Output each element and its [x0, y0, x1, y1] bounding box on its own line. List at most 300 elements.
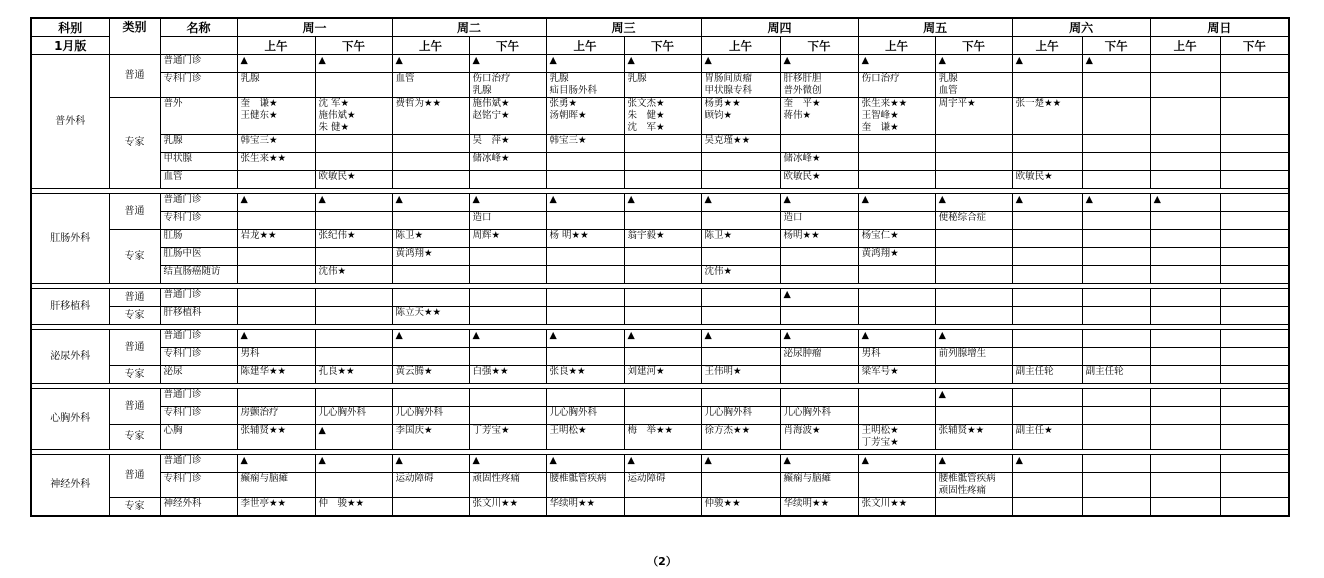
schedule-cell: 副主任轮 [1082, 366, 1150, 384]
schedule-cell: 奎 谦★ 王健东★ [237, 98, 315, 135]
schedule-cell [1082, 389, 1150, 407]
schedule-cell [701, 248, 780, 266]
schedule-cell [858, 212, 935, 230]
am-header: 上午 [701, 37, 780, 55]
schedule-cell: ▲ [392, 55, 469, 73]
schedule-cell [1150, 473, 1220, 498]
schedule-cell [624, 135, 701, 153]
schedule-cell [237, 266, 315, 284]
schedule-cell: ▲ [701, 330, 780, 348]
schedule-cell [1220, 73, 1289, 98]
am-header: 上午 [546, 37, 624, 55]
schedule-cell [315, 307, 392, 325]
am-header: 上午 [1012, 37, 1082, 55]
table-row [31, 212, 1289, 230]
schedule-cell [392, 153, 469, 171]
schedule-cell: 沈伟★ [701, 266, 780, 284]
schedule-cell [780, 266, 858, 284]
schedule-cell: 运动障碍 [392, 473, 469, 498]
clinic-name-cell: 普通门诊 [160, 55, 237, 73]
schedule-cell [1220, 498, 1289, 517]
schedule-cell [780, 307, 858, 325]
schedule-cell: ▲ [935, 55, 1012, 73]
schedule-cell [1082, 98, 1150, 135]
schedule-cell [1220, 366, 1289, 384]
schedule-cell: ▲ [315, 194, 392, 212]
schedule-cell [546, 389, 624, 407]
schedule-cell [1150, 455, 1220, 473]
schedule-cell [546, 171, 624, 189]
table-row [31, 230, 1289, 248]
schedule-cell: 翁宇毅★ [624, 230, 701, 248]
schedule-cell: 乳腺 血管 [935, 73, 1012, 98]
clinic-type-cell: 专家 [109, 366, 160, 384]
schedule-cell [624, 407, 701, 425]
schedule-cell: 乳腺 [237, 73, 315, 98]
schedule-cell: ▲ [858, 194, 935, 212]
schedule-cell: 储冰峰★ [780, 153, 858, 171]
schedule-cell [624, 266, 701, 284]
schedule-cell [1220, 194, 1289, 212]
department-cell: 神经外科 [31, 455, 109, 517]
schedule-cell [858, 289, 935, 307]
schedule-cell [469, 266, 546, 284]
clinic-type-cell: 普通 [109, 330, 160, 366]
schedule-cell: ▲ [237, 330, 315, 348]
schedule-cell: 仲 骏★★ [315, 498, 392, 517]
schedule-cell: 陈立天★★ [392, 307, 469, 325]
schedule-cell: 造口 [469, 212, 546, 230]
schedule-cell [935, 307, 1012, 325]
schedule-cell: 张勇★ 汤朝晖★ [546, 98, 624, 135]
schedule-cell: 王明松★ [546, 425, 624, 450]
schedule-cell [780, 366, 858, 384]
am-header: 上午 [1150, 37, 1220, 55]
schedule-cell: ▲ [237, 194, 315, 212]
schedule-cell: 房颤治疗 [237, 407, 315, 425]
schedule-cell [1082, 230, 1150, 248]
clinic-name-cell: 普通门诊 [160, 289, 237, 307]
department-cell: 心胸外科 [31, 389, 109, 450]
schedule-cell [935, 289, 1012, 307]
schedule-cell [315, 135, 392, 153]
clinic-name-cell: 普通门诊 [160, 455, 237, 473]
schedule-cell: 张辅贤★★ [237, 425, 315, 450]
table-row [31, 455, 1289, 473]
schedule-cell: 腰椎骶管疾病 顽固性疼痛 [935, 473, 1012, 498]
schedule-cell [315, 73, 392, 98]
schedule-cell: 癫痫与脑瘫 [237, 473, 315, 498]
schedule-cell [1012, 389, 1082, 407]
schedule-cell: ▲ [701, 194, 780, 212]
schedule-cell [1150, 230, 1220, 248]
schedule-cell [1220, 212, 1289, 230]
table-row [31, 55, 1289, 73]
schedule-cell [546, 248, 624, 266]
name-column-blank [160, 37, 237, 55]
schedule-cell: ▲ [315, 55, 392, 73]
schedule-cell [780, 389, 858, 407]
schedule-cell [624, 389, 701, 407]
schedule-cell: 刘建河★ [624, 366, 701, 384]
schedule-cell: 伤口治疗 乳腺 [469, 73, 546, 98]
schedule-cell: ▲ [546, 330, 624, 348]
schedule-cell: 造口 [780, 212, 858, 230]
day-header-sat: 周六 [1012, 18, 1150, 37]
clinic-name-cell: 血管 [160, 171, 237, 189]
schedule-cell: ▲ [780, 330, 858, 348]
schedule-cell: 欧敏民★ [1012, 171, 1082, 189]
schedule-cell: ▲ [315, 455, 392, 473]
department-cell: 普外科 [31, 55, 109, 189]
schedule-cell [392, 171, 469, 189]
clinic-name-cell: 普外 [160, 98, 237, 135]
schedule-body [31, 55, 1289, 517]
schedule-cell [701, 171, 780, 189]
schedule-cell [546, 212, 624, 230]
clinic-name-cell: 泌尿 [160, 366, 237, 384]
schedule-cell [1150, 366, 1220, 384]
schedule-cell: 奎 平★ 蒋伟★ [780, 98, 858, 135]
schedule-cell [237, 212, 315, 230]
schedule-cell [392, 498, 469, 517]
schedule-cell [858, 171, 935, 189]
schedule-cell [701, 348, 780, 366]
pm-header: 下午 [780, 37, 858, 55]
schedule-cell [1082, 330, 1150, 348]
clinic-type-cell: 普通 [109, 55, 160, 98]
schedule-cell [935, 266, 1012, 284]
schedule-cell [1082, 289, 1150, 307]
schedule-cell [1082, 425, 1150, 450]
schedule-cell [1082, 171, 1150, 189]
schedule-cell [1150, 330, 1220, 348]
schedule-cell [1012, 135, 1082, 153]
schedule-cell [1012, 289, 1082, 307]
schedule-cell: ▲ [1012, 55, 1082, 73]
version-label: 1月版 [31, 37, 109, 55]
schedule-cell [624, 348, 701, 366]
schedule-cell: 张良★★ [546, 366, 624, 384]
schedule-cell [1012, 330, 1082, 348]
schedule-cell: 男科 [858, 348, 935, 366]
schedule-cell [1220, 425, 1289, 450]
table-row [31, 366, 1289, 384]
schedule-cell [935, 230, 1012, 248]
schedule-cell: 韩宝三★ [546, 135, 624, 153]
schedule-cell [624, 153, 701, 171]
schedule-cell: 便秘综合症 [935, 212, 1012, 230]
schedule-cell [392, 212, 469, 230]
schedule-cell: 肖海波★ [780, 425, 858, 450]
schedule-cell: 杨明★★ [780, 230, 858, 248]
schedule-cell [1220, 135, 1289, 153]
clinic-type-cell: 专家 [109, 230, 160, 284]
schedule-cell: 李世亭★★ [237, 498, 315, 517]
schedule-cell: 张生来★★ [237, 153, 315, 171]
schedule-cell [1220, 473, 1289, 498]
schedule-cell [1150, 248, 1220, 266]
table-row [31, 289, 1289, 307]
schedule-cell [1082, 407, 1150, 425]
schedule-cell: 泌尿肿瘤 [780, 348, 858, 366]
schedule-cell: 白强★★ [469, 366, 546, 384]
pm-header: 下午 [315, 37, 392, 55]
schedule-cell: 周辉★ [469, 230, 546, 248]
name-column-header: 名称 [160, 18, 237, 37]
schedule-cell [1220, 55, 1289, 73]
schedule-cell: ▲ [858, 330, 935, 348]
schedule-cell [392, 389, 469, 407]
schedule-cell [315, 330, 392, 348]
schedule-cell: ▲ [469, 455, 546, 473]
clinic-name-cell: 专科门诊 [160, 407, 237, 425]
day-header-thu: 周四 [701, 18, 858, 37]
schedule-cell [1150, 73, 1220, 98]
schedule-cell [1220, 330, 1289, 348]
schedule-cell [1012, 407, 1082, 425]
schedule-cell [1150, 389, 1220, 407]
schedule-cell: 张辅贤★★ [935, 425, 1012, 450]
schedule-cell [315, 389, 392, 407]
schedule-cell [1220, 389, 1289, 407]
table-row [31, 330, 1289, 348]
schedule-cell: ▲ [392, 455, 469, 473]
schedule-cell [392, 266, 469, 284]
schedule-cell: ▲ [780, 55, 858, 73]
schedule-cell: ▲ [469, 194, 546, 212]
schedule-cell [315, 348, 392, 366]
schedule-cell [624, 248, 701, 266]
schedule-cell: 欧敏民★ [780, 171, 858, 189]
schedule-cell: 黄鸿翔★ [858, 248, 935, 266]
schedule-cell [469, 407, 546, 425]
schedule-cell: ▲ [237, 455, 315, 473]
schedule-cell: 张文杰★ 朱 健★ 沈 军★ [624, 98, 701, 135]
header-row-halfday [31, 37, 1289, 55]
clinic-name-cell: 甲状腺 [160, 153, 237, 171]
clinic-type-cell: 普通 [109, 455, 160, 498]
schedule-cell: 梁军号★ [858, 366, 935, 384]
schedule-cell [1150, 98, 1220, 135]
schedule-cell [1220, 98, 1289, 135]
schedule-cell [1012, 266, 1082, 284]
schedule-cell [858, 135, 935, 153]
schedule-cell [858, 473, 935, 498]
day-header-fri: 周五 [858, 18, 1012, 37]
schedule-cell: ▲ [1082, 194, 1150, 212]
schedule-cell [1220, 248, 1289, 266]
clinic-name-cell: 神经外科 [160, 498, 237, 517]
schedule-cell: 吴 萍★ [469, 135, 546, 153]
schedule-cell: 儿心胸外科 [315, 407, 392, 425]
schedule-cell: 孔良★★ [315, 366, 392, 384]
am-header: 上午 [392, 37, 469, 55]
schedule-cell: 儿心胸外科 [392, 407, 469, 425]
schedule-cell [1082, 348, 1150, 366]
schedule-cell [1012, 307, 1082, 325]
table-row [31, 307, 1289, 325]
schedule-cell [546, 266, 624, 284]
schedule-cell: ▲ [935, 455, 1012, 473]
schedule-cell: 前列腺增生 [935, 348, 1012, 366]
schedule-cell: 张生来★★ 王智峰★ 奎 谦★ [858, 98, 935, 135]
schedule-cell [546, 289, 624, 307]
schedule-cell [701, 389, 780, 407]
schedule-cell [237, 171, 315, 189]
schedule-cell [237, 307, 315, 325]
schedule-cell [469, 289, 546, 307]
table-row [31, 153, 1289, 171]
schedule-cell [237, 248, 315, 266]
clinic-name-cell: 结直肠癌随访 [160, 266, 237, 284]
page-number: （2） [647, 555, 677, 568]
schedule-cell [315, 473, 392, 498]
schedule-cell: ▲ [624, 55, 701, 73]
schedule-cell [1150, 289, 1220, 307]
clinic-name-cell: 专科门诊 [160, 473, 237, 498]
schedule-cell [1220, 153, 1289, 171]
schedule-cell [858, 389, 935, 407]
schedule-cell [624, 212, 701, 230]
schedule-cell: 吴克瑾★★ [701, 135, 780, 153]
clinic-type-cell: 专家 [109, 425, 160, 450]
clinic-name-cell: 乳腺 [160, 135, 237, 153]
schedule-cell [392, 289, 469, 307]
schedule-cell [469, 171, 546, 189]
schedule-cell [315, 289, 392, 307]
schedule-cell: ▲ [935, 330, 1012, 348]
schedule-cell: ▲ [624, 194, 701, 212]
am-header: 上午 [858, 37, 935, 55]
schedule-cell: 副主任轮 [1012, 366, 1082, 384]
schedule-cell: 乳腺 [624, 73, 701, 98]
schedule-cell: ▲ [392, 194, 469, 212]
clinic-name-cell: 专科门诊 [160, 73, 237, 98]
schedule-cell: ▲ [935, 389, 1012, 407]
schedule-cell: ▲ [1082, 55, 1150, 73]
schedule-cell [392, 348, 469, 366]
schedule-cell [1082, 498, 1150, 517]
schedule-cell [1150, 266, 1220, 284]
schedule-cell [858, 153, 935, 171]
clinic-name-cell: 普通门诊 [160, 194, 237, 212]
schedule-cell [1220, 307, 1289, 325]
schedule-cell: 周宇平★ [935, 98, 1012, 135]
schedule-cell: 乳腺 疝目肠外科 [546, 73, 624, 98]
schedule-cell [858, 407, 935, 425]
schedule-cell [1012, 73, 1082, 98]
schedule-cell [935, 135, 1012, 153]
clinic-type-cell: 专家 [109, 307, 160, 325]
schedule-cell [1220, 230, 1289, 248]
schedule-cell: 肝移肝胆 普外微创 [780, 73, 858, 98]
schedule-cell [1220, 289, 1289, 307]
pm-header: 下午 [469, 37, 546, 55]
schedule-cell [1082, 248, 1150, 266]
schedule-cell: 癫痫与脑瘫 [780, 473, 858, 498]
schedule-cell: 男科 [237, 348, 315, 366]
header-row-days [31, 18, 1289, 37]
pm-header: 下午 [1082, 37, 1150, 55]
schedule-cell [1082, 73, 1150, 98]
schedule-cell [624, 171, 701, 189]
schedule-cell: ▲ [780, 455, 858, 473]
schedule-cell: 韩宝三★ [237, 135, 315, 153]
schedule-cell: 儿心胸外科 [701, 407, 780, 425]
schedule-cell [858, 266, 935, 284]
day-header-mon: 周一 [237, 18, 392, 37]
day-header-wed: 周三 [546, 18, 701, 37]
schedule-cell [1082, 307, 1150, 325]
schedule-cell [1082, 455, 1150, 473]
schedule-cell [1150, 55, 1220, 73]
schedule-cell: 张纪伟★ [315, 230, 392, 248]
schedule-cell [237, 289, 315, 307]
table-row [31, 194, 1289, 212]
table-row [31, 389, 1289, 407]
schedule-cell: ▲ [1150, 194, 1220, 212]
schedule-cell [935, 498, 1012, 517]
schedule-cell: ▲ [546, 55, 624, 73]
schedule-cell [1012, 473, 1082, 498]
pm-header: 下午 [935, 37, 1012, 55]
schedule-cell [935, 153, 1012, 171]
schedule-cell: 杨 明★★ [546, 230, 624, 248]
type-column-header: 类别 [109, 18, 160, 55]
clinic-name-cell: 肝移植科 [160, 307, 237, 325]
schedule-cell: 华续明★★ [780, 498, 858, 517]
schedule-cell: 张文川★★ [469, 498, 546, 517]
day-header-tue: 周二 [392, 18, 546, 37]
schedule-cell: 沈伟★ [315, 266, 392, 284]
schedule-cell [935, 248, 1012, 266]
schedule-cell: 岩龙★★ [237, 230, 315, 248]
clinic-name-cell: 普通门诊 [160, 330, 237, 348]
clinic-name-cell: 普通门诊 [160, 389, 237, 407]
clinic-name-cell: 专科门诊 [160, 212, 237, 230]
schedule-cell: ▲ [546, 455, 624, 473]
schedule-cell: ▲ [935, 194, 1012, 212]
schedule-cell: ▲ [469, 55, 546, 73]
pm-header: 下午 [624, 37, 701, 55]
schedule-cell: 王明松★ 丁芳宝★ [858, 425, 935, 450]
schedule-cell [1082, 135, 1150, 153]
schedule-cell: 储冰峰★ [469, 153, 546, 171]
schedule-cell [1012, 230, 1082, 248]
schedule-cell [780, 135, 858, 153]
schedule-cell [1082, 212, 1150, 230]
clinic-type-cell: 普通 [109, 389, 160, 425]
schedule-cell: ▲ [546, 194, 624, 212]
schedule-cell: ▲ [1012, 455, 1082, 473]
schedule-cell: 丁芳宝★ [469, 425, 546, 450]
schedule-cell [1150, 425, 1220, 450]
schedule-cell [701, 289, 780, 307]
schedule-cell: ▲ [237, 55, 315, 73]
schedule-cell [1220, 171, 1289, 189]
clinic-type-cell: 专家 [109, 98, 160, 189]
clinic-schedule-table [30, 17, 1290, 517]
table-row [31, 407, 1289, 425]
schedule-cell [1082, 473, 1150, 498]
clinic-type-cell: 普通 [109, 194, 160, 230]
schedule-cell: ▲ [1012, 194, 1082, 212]
schedule-cell: 腰椎骶管疾病 [546, 473, 624, 498]
schedule-cell: 黄鸿翔★ [392, 248, 469, 266]
schedule-cell: 副主任★ [1012, 425, 1082, 450]
schedule-cell [1012, 248, 1082, 266]
